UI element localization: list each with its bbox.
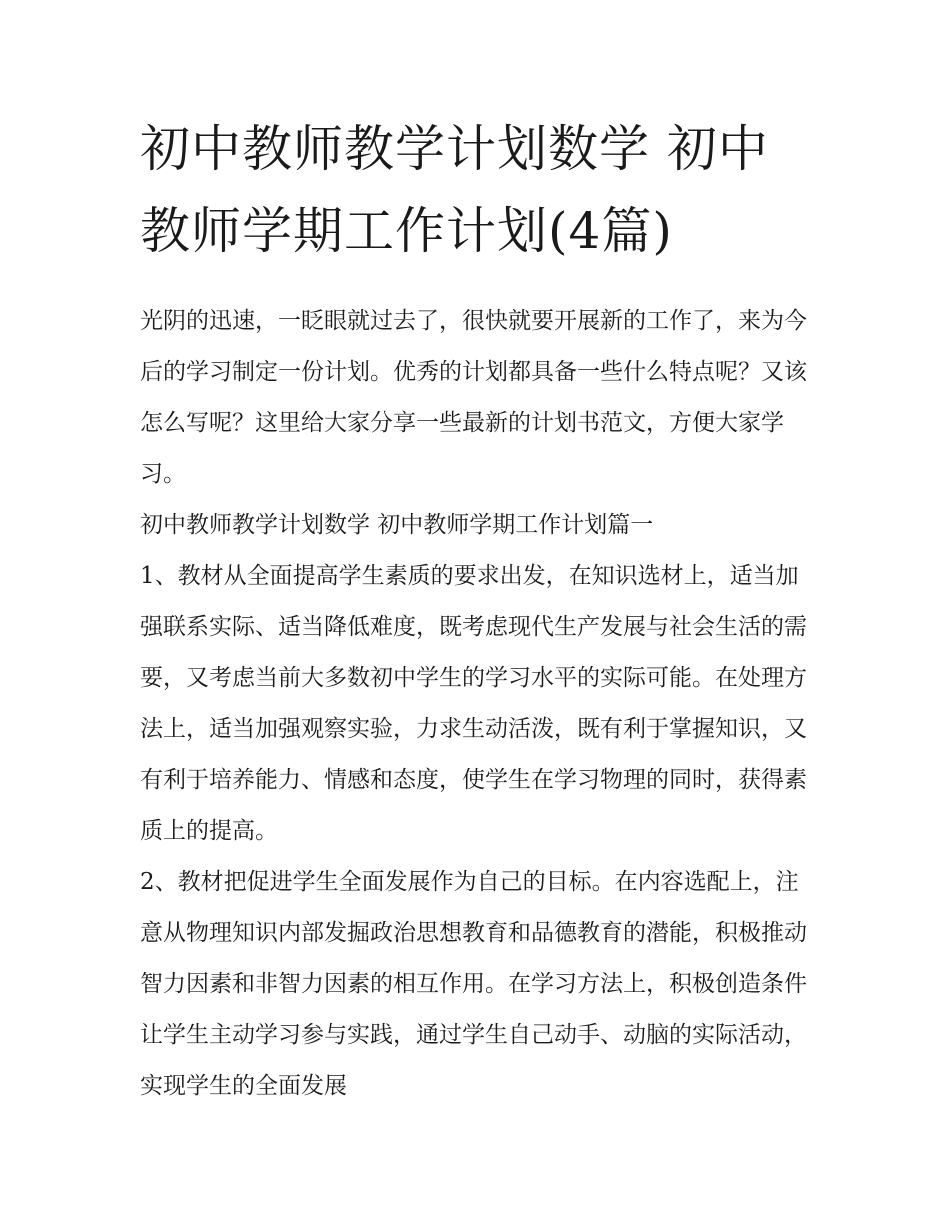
document-body: [140, 108, 816, 1112]
paragraph-point-1: 1、教材从全面提高学生素质的要求出发，在知识选材上，适当加强联系实际、适当降低难度，既考虑现代生产发展与社会生活的需要，又考虑当前大多数初中学生的学习水平的实际可能。在处理方法上，适当加强观察实验，力求生动活泼，既有利于掌握知识，又有利于培养能力、情感和态度，使学生在学习物理的同时，获得素质上的提高。: [140, 563, 807, 844]
intro-paragraph: 光阴的迅速，一眨眼就过去了，很快就要开展新的工作了，来为今后的学习制定一份计划。优秀的计划都具备一些什么特点呢？又该怎么写呢？这里给大家分享一些最新的计划书范文，方便大家学习。: [140, 308, 807, 487]
section-heading: 初中教师教学计划数学 初中教师学期工作计划篇一: [140, 512, 654, 538]
document-title: 初中教师教学计划数学 初中教师学期工作计划(4篇): [140, 120, 769, 260]
paragraph-point-2: 2、教材把促进学生全面发展作为自己的目标。在内容选配上，注意从物理知识内部发掘政治思想教育和品德教育的潜能，积极推动智力因素和非智力因素的相互作用。在学习方法上，积极创造条件让学生主动学习参与实践，通过学生自己动手、动脑的实际活动，实现学生的全面发展: [140, 869, 807, 1099]
